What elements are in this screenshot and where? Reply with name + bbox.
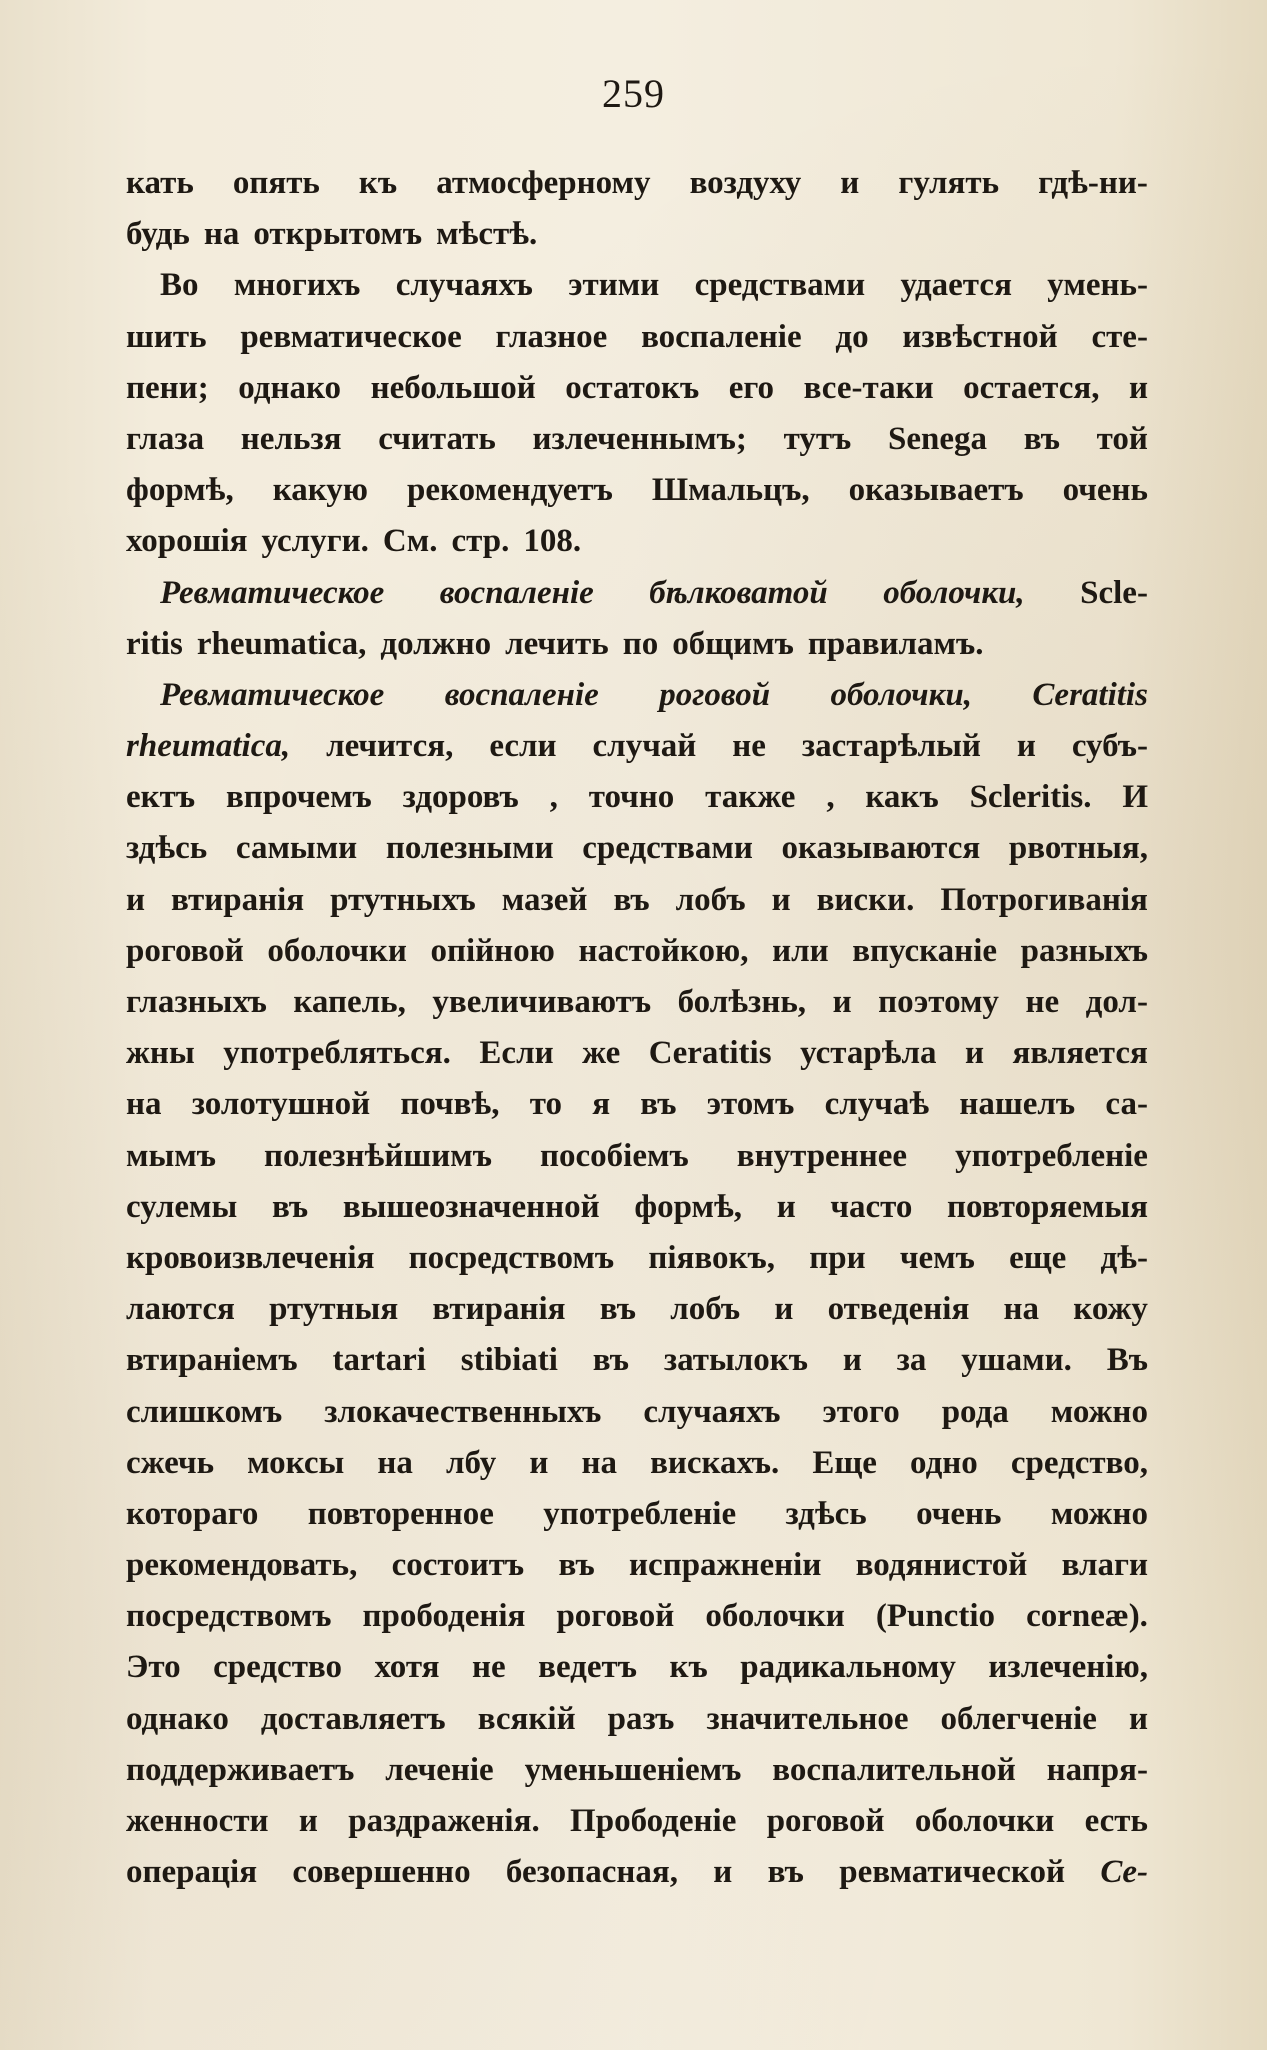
word: Senega [888, 420, 987, 457]
word: rheumatica, [126, 728, 291, 765]
word: въ [767, 1854, 804, 1891]
word: употребленіе [955, 1137, 1148, 1174]
word: и [842, 1342, 862, 1379]
word: всякій [477, 1700, 576, 1737]
word: часто [830, 1188, 913, 1225]
word: правиламъ. [807, 625, 984, 662]
word: въ [592, 1342, 629, 1379]
word: небольшой [370, 369, 536, 406]
word: уменьшеніемъ [524, 1751, 742, 1788]
word: случаяхъ [643, 1393, 781, 1430]
word: и [298, 1803, 318, 1839]
word: сте- [1091, 318, 1148, 355]
word: его [728, 369, 775, 406]
word: воспалительной [772, 1751, 1016, 1788]
word: средствами [582, 830, 753, 867]
word: застарѣлый [801, 728, 981, 765]
word: Потрогиванія [940, 881, 1148, 918]
word: воздуху [689, 165, 802, 201]
word: ritis [126, 625, 183, 662]
word: состоитъ [391, 1547, 525, 1584]
word: самыми [235, 830, 358, 867]
word: можно [1050, 1393, 1148, 1430]
word: случаѣ [824, 1086, 930, 1123]
word: и [713, 1854, 733, 1891]
word: еще [1009, 1239, 1067, 1276]
word: капель, [293, 984, 406, 1020]
word: оболочки [705, 1598, 845, 1635]
word: является [1012, 1035, 1148, 1072]
word: лечить [505, 625, 609, 662]
word: жны [126, 1035, 195, 1072]
word: поэтому [878, 984, 999, 1020]
word: можно [1050, 1495, 1148, 1532]
word: посредствомъ [408, 1239, 615, 1276]
text-line [126, 1131, 1148, 1182]
word: рвотныя, [1008, 830, 1148, 867]
word: въ [1023, 420, 1060, 457]
word: есть [1084, 1803, 1148, 1839]
word: глазныхъ [126, 984, 267, 1020]
word: здоровъ [402, 779, 519, 816]
word: гулять [898, 165, 1000, 201]
text-line [126, 772, 1148, 823]
word: ревматическое [240, 318, 462, 355]
text-line [126, 875, 1148, 926]
word: Это [126, 1649, 181, 1686]
word: втиранія [171, 881, 305, 918]
word: болѣзнь, [677, 984, 807, 1020]
word: къ [669, 1649, 708, 1686]
word: ведетъ [538, 1649, 637, 1686]
word: будь [126, 216, 190, 253]
word: многихъ [233, 267, 361, 304]
word: Ревматическое [160, 574, 385, 611]
word: мѣстѣ. [436, 216, 538, 253]
word: лобъ [675, 881, 746, 918]
word: оболочки, [883, 574, 1025, 611]
word: роговой [659, 676, 771, 713]
word: субъ- [1071, 728, 1148, 765]
word: за [896, 1342, 927, 1379]
word: втираніемъ [126, 1342, 298, 1379]
word: въ [558, 1547, 595, 1584]
word: однако [238, 369, 342, 406]
word: употребленіе [543, 1495, 737, 1532]
word: должно [380, 625, 492, 662]
text-line [126, 619, 1148, 670]
word: Ceratitis [648, 1035, 772, 1072]
word: и [840, 165, 860, 201]
word: лаются [126, 1291, 235, 1328]
word: радикальному [740, 1649, 956, 1686]
word: впусканіе [852, 932, 998, 969]
word: и [126, 881, 146, 918]
text-line [126, 312, 1148, 363]
word: (Punctio [875, 1598, 995, 1635]
word: же [582, 1035, 621, 1072]
word: сулемы [126, 1188, 238, 1225]
word: повторенное [307, 1495, 494, 1532]
word: средство [213, 1649, 343, 1686]
word: мазей [501, 881, 588, 918]
word: рекомендовать, [126, 1547, 358, 1584]
word: удается [900, 267, 1012, 304]
word: са- [1105, 1086, 1148, 1123]
word: почвѣ, [400, 1086, 500, 1123]
text-line [126, 568, 1148, 619]
word: я [592, 1086, 611, 1123]
word: значительное [706, 1700, 909, 1737]
word: остается, [963, 369, 1100, 406]
text-line [126, 1796, 1148, 1847]
word: этого [822, 1393, 900, 1430]
word: считать [378, 420, 496, 457]
word: оказываются [781, 830, 981, 867]
word: на [203, 216, 240, 253]
word: мымъ [126, 1137, 216, 1174]
word: также [705, 779, 796, 816]
word: піявокъ, [648, 1239, 776, 1276]
body-text [126, 158, 1148, 1898]
word: воспаленіе [641, 318, 802, 355]
word: Ce- [1100, 1854, 1148, 1891]
word: не [732, 728, 766, 765]
word: въ [599, 1291, 636, 1328]
text-line [126, 670, 1148, 721]
word: внутреннее [736, 1137, 908, 1174]
word: затылокъ [663, 1342, 808, 1379]
word: разъ [607, 1700, 675, 1737]
word: леченіе [385, 1751, 494, 1788]
word: какую [272, 472, 368, 509]
word: лечится, [326, 728, 454, 765]
word: облегченіе [940, 1700, 1097, 1737]
text-line [126, 1335, 1148, 1386]
word: злокачественныхъ [324, 1393, 602, 1430]
text-line [126, 1284, 1148, 1335]
word: опять [232, 165, 320, 201]
word: въ [613, 881, 650, 918]
word: tartari [332, 1342, 426, 1379]
text-line [126, 260, 1148, 311]
word: , [826, 779, 835, 816]
word: воспаленіе [439, 574, 594, 611]
text-line [126, 721, 1148, 772]
word: безопасная, [505, 1854, 678, 1891]
word: пени; [126, 369, 209, 406]
text-line [126, 977, 1148, 1028]
word: очень [916, 1495, 1002, 1532]
text-line [126, 363, 1148, 414]
text-line [126, 1642, 1148, 1693]
text-line [126, 209, 1148, 260]
word: Въ [1106, 1342, 1148, 1379]
word: какъ [865, 779, 939, 816]
word: средство, [1010, 1444, 1148, 1481]
word: умень- [1047, 267, 1148, 304]
word: стр. [451, 523, 510, 560]
word: Scleritis. [969, 779, 1092, 816]
word: въ [271, 1188, 309, 1225]
word: открытомъ [253, 216, 423, 253]
word: пособіемъ [540, 1137, 689, 1174]
word: ртутныхъ [330, 881, 476, 918]
word: увеличиваютъ [432, 984, 652, 1020]
text-line [126, 926, 1148, 977]
word: раздраженія. [348, 1803, 540, 1839]
text-line [126, 1489, 1148, 1540]
word: къ [358, 165, 398, 201]
word: все-таки [803, 369, 934, 406]
word: формѣ, [126, 472, 234, 509]
word: посредствомъ [126, 1598, 332, 1635]
word: повторяемыя [947, 1188, 1148, 1225]
word: виски. [816, 881, 915, 918]
text-line [126, 1745, 1148, 1796]
word: разныхъ [1020, 932, 1148, 969]
word: отведенія [827, 1291, 970, 1328]
word: кровоизвлеченія [126, 1239, 375, 1276]
word: до [835, 318, 869, 355]
word: оказываетъ [848, 472, 1024, 509]
word: Еще [812, 1444, 877, 1481]
text-line [126, 1591, 1148, 1642]
page-number: 259 [602, 71, 665, 116]
word: оболочки [267, 932, 407, 969]
word: не [471, 1649, 506, 1686]
word: средствами [694, 267, 866, 304]
word: кожу [1073, 1291, 1148, 1328]
text-line [126, 1182, 1148, 1233]
word: вышеозначенной [342, 1188, 600, 1225]
word: котораго [126, 1495, 259, 1532]
word: опійною [430, 932, 555, 969]
word: бѣлковатой [649, 574, 828, 611]
word: услуги. [261, 523, 369, 560]
word: полезными [385, 830, 554, 867]
word: на [377, 1444, 413, 1481]
word: на [126, 1086, 162, 1123]
word: Шмальцъ, [651, 472, 810, 509]
word: операція [126, 1854, 258, 1891]
word: употребляться. [223, 1035, 451, 1072]
word: совершенно [292, 1854, 471, 1891]
word: сжечь [126, 1444, 215, 1481]
word: по [622, 625, 659, 662]
text-line [126, 1028, 1148, 1079]
word: , [549, 779, 558, 816]
text-line [126, 1079, 1148, 1130]
word: ектъ [126, 779, 196, 816]
word: rheumatica, [196, 625, 367, 662]
word: настойкою, [578, 932, 749, 969]
word: Прободеніе [570, 1803, 737, 1839]
word: моксы [247, 1444, 345, 1481]
word: нельзя [240, 420, 342, 457]
word: на [1003, 1291, 1040, 1328]
word: роговой [126, 932, 244, 969]
text-line [126, 158, 1148, 209]
word: испражненіи [629, 1547, 822, 1584]
word: лбу [445, 1444, 497, 1481]
text-line [126, 516, 1148, 567]
word: этомъ [706, 1086, 795, 1123]
word: и [776, 1188, 796, 1225]
word: женности [126, 1803, 269, 1839]
word: и [774, 1291, 794, 1328]
text-line [126, 1387, 1148, 1438]
word: рода [941, 1393, 1009, 1430]
word: случай [592, 728, 697, 765]
word: излеченнымъ; [532, 420, 747, 457]
word: См. [382, 523, 438, 560]
word: извѣстной [902, 318, 1058, 355]
word: при [809, 1239, 866, 1276]
word: Во [160, 267, 199, 304]
word: ревматической [839, 1854, 1065, 1891]
word: дѣ- [1100, 1239, 1148, 1276]
word: оболочки [914, 1803, 1055, 1839]
word: этими [568, 267, 660, 304]
word: глазное [495, 318, 608, 355]
word: и [771, 881, 791, 918]
word: очень [1062, 472, 1148, 509]
text-line [126, 823, 1148, 874]
word: полезнѣйшимъ [264, 1137, 492, 1174]
word: здѣсь [126, 830, 208, 867]
word: впрочемъ [225, 779, 372, 816]
word: въ [640, 1086, 677, 1123]
word: ушами. [961, 1342, 1072, 1379]
word: излеченію, [988, 1649, 1148, 1686]
word: И [1122, 779, 1148, 816]
word: здѣсь [785, 1495, 867, 1532]
word: прободенія [362, 1598, 526, 1635]
word: кать [126, 165, 194, 201]
word: точно [588, 779, 675, 816]
word: доставляетъ [260, 1700, 446, 1737]
text-line [126, 465, 1148, 516]
word: втиранія [432, 1291, 566, 1328]
word: лобъ [670, 1291, 741, 1328]
word: чемъ [899, 1239, 975, 1276]
word: роговой [556, 1598, 675, 1635]
word: той [1096, 420, 1148, 457]
word: Scle- [1080, 574, 1148, 611]
word: и [1128, 369, 1148, 406]
word: или [772, 932, 829, 969]
word: хорошія [126, 523, 248, 560]
word: то [529, 1086, 562, 1123]
word: напря- [1046, 1751, 1148, 1788]
text-line [126, 414, 1148, 465]
word: и [832, 984, 852, 1020]
word: одно [910, 1444, 978, 1481]
word: на [581, 1444, 617, 1481]
word: и [1016, 728, 1036, 765]
word: формѣ, [634, 1188, 743, 1225]
text-line [126, 1694, 1148, 1745]
word: поддерживаетъ [126, 1751, 355, 1788]
word: однако [126, 1700, 229, 1737]
word: влаги [1061, 1547, 1148, 1584]
word: и [1128, 1700, 1148, 1737]
word: золотушной [191, 1086, 371, 1123]
word: Если [479, 1035, 554, 1072]
word: шить [126, 318, 207, 355]
word: дол- [1085, 984, 1148, 1020]
text-line [126, 1438, 1148, 1489]
word: остатокъ [565, 369, 700, 406]
word: хотя [374, 1649, 440, 1686]
word: 108. [523, 523, 582, 560]
word: и [529, 1444, 549, 1481]
text-line [126, 1540, 1148, 1591]
word: рекомендуетъ [407, 472, 613, 509]
text-line [126, 1233, 1148, 1284]
word: stibiati [460, 1342, 558, 1379]
word: и [965, 1035, 985, 1072]
word: вискахъ. [650, 1444, 780, 1481]
word: водянистой [855, 1547, 1028, 1584]
word: Ревматическое [160, 676, 385, 713]
word: оболочки, [830, 676, 972, 713]
word: тутъ [783, 420, 852, 457]
word: воспаленіе [444, 676, 599, 713]
text-line [126, 1847, 1148, 1898]
word: роговой [766, 1803, 885, 1839]
word: ртутныя [269, 1291, 399, 1328]
word: Ceratitis [1032, 676, 1148, 713]
word: глаза [126, 420, 205, 457]
word: гдѣ-ни- [1038, 165, 1148, 201]
word: атмосферному [436, 165, 651, 201]
word: устарѣла [800, 1035, 937, 1072]
word: нашелъ [959, 1086, 1076, 1123]
word: общимъ [672, 625, 794, 662]
word: случаяхъ [395, 267, 533, 304]
word: corneæ). [1026, 1598, 1148, 1635]
word: не [1025, 984, 1060, 1020]
word: слишкомъ [126, 1393, 283, 1430]
word: если [489, 728, 557, 765]
